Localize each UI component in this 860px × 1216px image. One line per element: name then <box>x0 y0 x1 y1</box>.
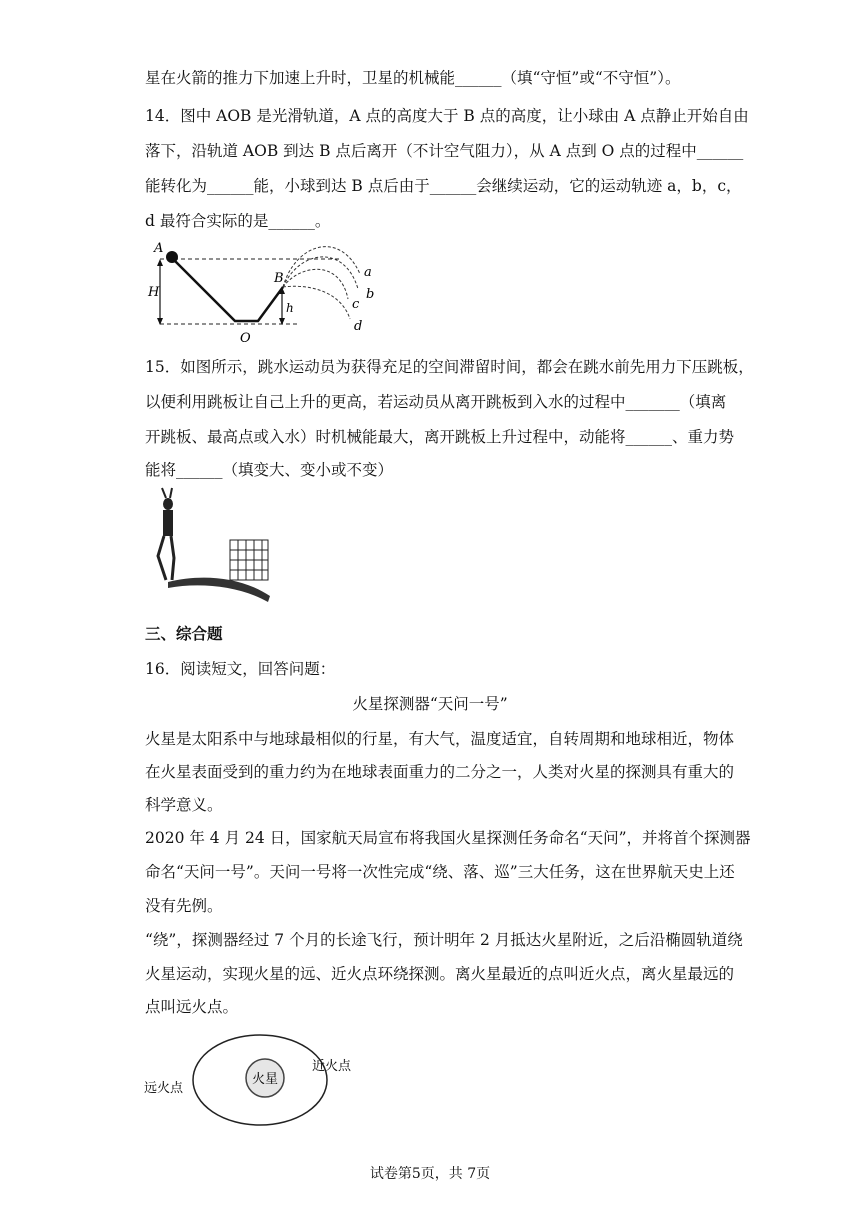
label-h: h <box>286 301 294 315</box>
label-O: O <box>240 331 251 346</box>
diver-figure <box>140 484 275 614</box>
label-H: H <box>148 285 160 300</box>
q13-text: 星在火箭的推力下加速上升时，卫星的机械能______（填“守恒”或“不守恒”）。 <box>145 69 681 87</box>
q15-line-2: 以便利用跳板让自己上升的更高，若运动员从离开跳板到入水的过程中_______（填离 <box>145 393 727 411</box>
trajectory-b <box>283 257 358 289</box>
para3-line-2: 火星运动，实现火星的远、近火点环绕探测。离火星最近的点叫近火点，离火星最远的 <box>145 965 735 983</box>
q16-intro: 16．阅读短文，回答问题： <box>145 660 336 678</box>
trajectory-a <box>283 247 360 287</box>
diver-body <box>163 510 173 536</box>
label-B: B <box>274 271 284 286</box>
q15-line-4: 能将______（填变大、变小或不变） <box>145 461 394 479</box>
para2-line-2: 命名“天问一号”。天问一号将一次性完成“绕、落、巡”三大任务，这在世界航天史上还 <box>145 863 735 881</box>
q14-line-4: d 最符合实际的是______。 <box>145 212 331 230</box>
section-heading: 三、综合题 <box>145 624 223 643</box>
q14-line-2: 落下，沿轨道 AOB 到达 B 点后离开（不计空气阻力），从 A 点到 O 点的过程中______ <box>145 142 744 160</box>
track-figure <box>140 234 380 346</box>
article-title: 火星探测器“天问一号” <box>352 695 508 713</box>
para1-line-2: 在火星表面受到的重力约为在地球表面重力的二分之一，人类对火星的探测具有重大的 <box>145 763 735 781</box>
para2-line-1: 2020 年 4 月 24 日，国家航天局宣布将我国火星探测任务命名“天问”，并将首个探测器 <box>145 829 751 847</box>
far-point-label: 远火点 <box>144 1081 184 1096</box>
para3-line-3: 点叫远火点。 <box>145 998 239 1016</box>
para1-line-3: 科学意义。 <box>145 796 223 814</box>
near-point-label: 近火点 <box>312 1059 352 1074</box>
ball <box>166 251 178 263</box>
q14-line-1: 14．图中 AOB 是光滑轨道，A 点的高度大于 B 点的高度，让小球由 A 点静止开始自由 <box>145 107 749 125</box>
label-d: d <box>354 319 363 334</box>
para1-line-1: 火星是太阳系中与地球最相似的行星，有大气，温度适宜，自转周期和地球相近，物体 <box>145 730 735 748</box>
label-c: c <box>352 297 360 312</box>
label-b: b <box>366 287 375 302</box>
label-A: A <box>154 241 164 256</box>
mars-label: 火星 <box>251 1072 279 1087</box>
para3-line-1: “绕”，探测器经过 7 个月的长途飞行，预计明年 2 月抵达火星附近，之后沿椭圆轨道绕 <box>145 931 743 949</box>
aob-track <box>172 258 283 321</box>
para2-line-3: 没有先例。 <box>145 897 223 915</box>
trajectory-c <box>283 269 348 299</box>
q15-line-3: 开跳板、最高点或入水）时机械能最大，离开跳板上升过程中，动能将______、重力势 <box>145 428 735 446</box>
q15-line-1: 15．如图所示，跳水运动员为获得充足的空间滞留时间，都会在跳水前先用力下压跳板， <box>145 358 754 376</box>
diver-head <box>163 498 173 510</box>
orbit-figure <box>140 1030 370 1130</box>
page-footer: 试卷第5页，共 7页 <box>369 1166 491 1182</box>
springboard <box>168 578 270 602</box>
label-a: a <box>364 265 372 280</box>
q14-line-3: 能转化为______能，小球到达 B 点后由于______会继续运动，它的运动轨迹 a，b，c， <box>145 177 742 195</box>
